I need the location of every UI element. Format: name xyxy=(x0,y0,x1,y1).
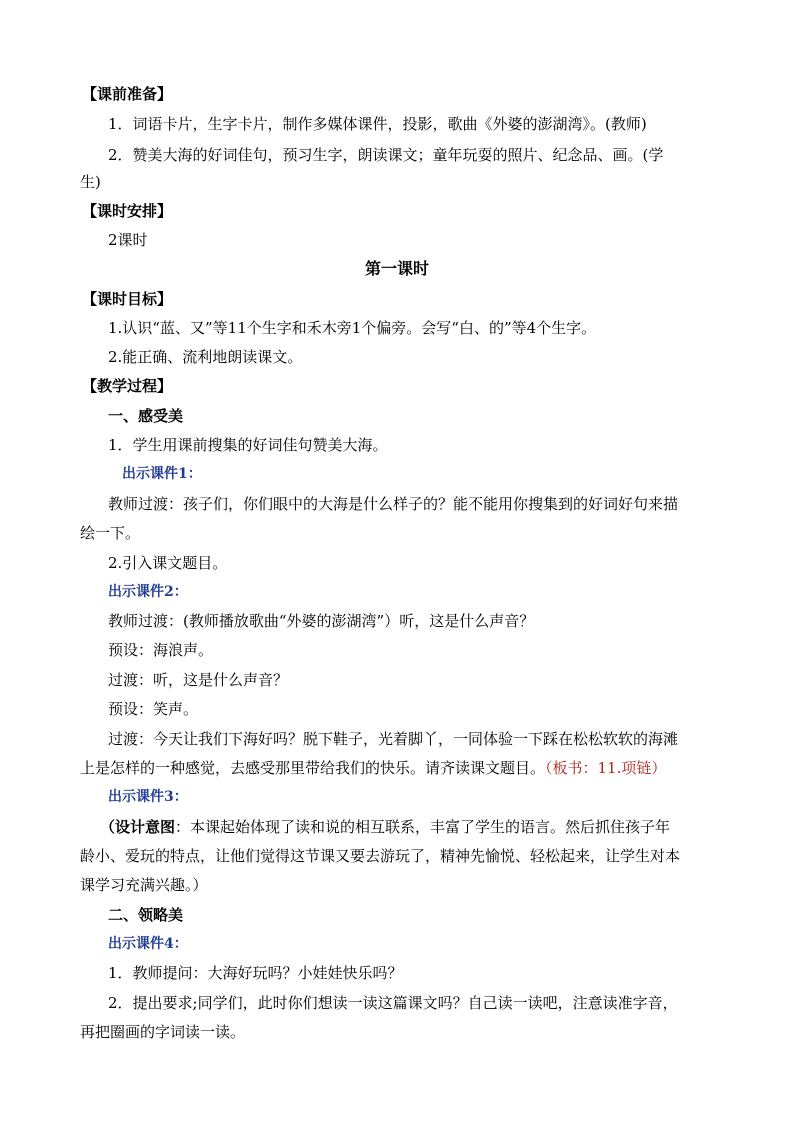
courseware-1-label: 出示课件1： xyxy=(122,466,202,482)
prep-item-1: 1．词语卡片，生字卡片，制作多媒体课件，投影，歌曲《外婆的澎湖湾》。(教师) xyxy=(108,115,647,133)
part-1-step-1: 1．学生用课前搜集的好词佳句赞美大海。 xyxy=(108,436,388,454)
transition-2: 教师过渡：(教师播放歌曲“外婆的澎湖湾”）听，这是什么声音？ xyxy=(108,612,535,630)
prep-item-2-line1: 2．赞美大海的好词佳句，预习生字，朗读课文；童年玩耍的照片、纪念品、画。(学 xyxy=(108,146,664,164)
transition-1-line1: 教师过渡：孩子们，你们眼中的大海是什么样子的？能不能用你搜集到的好词好句来描 xyxy=(108,495,679,513)
goals-heading: 【课时目标】 xyxy=(82,290,173,308)
design-intent-line3: 课学习充满兴趣。） xyxy=(80,876,208,894)
part-1-heading: 一、感受美 xyxy=(108,407,184,425)
transition-4-line2 xyxy=(80,758,720,778)
courseware-4-label: 出示课件4： xyxy=(108,936,188,952)
part-2-step-1: 1．教师提问：大海好玩吗？小娃娃快乐吗？ xyxy=(108,964,403,982)
courseware-2-label: 出示课件2： xyxy=(108,584,188,600)
preset-2: 预设：笑声。 xyxy=(108,700,199,718)
transition-4-line1: 过渡：今天让我们下海好吗？脱下鞋子，光着脚丫，一同体验一下踩在松松软软的海滩 xyxy=(108,730,679,748)
design-intent-label: （设计意图 xyxy=(100,818,176,836)
part-2-step-2-line1: 2．提出要求;同学们，此时你们想读一读这篇课文吗？自己读一读吧，注意读准字音， xyxy=(108,994,678,1012)
schedule-value: 2课时 xyxy=(108,231,148,249)
design-intent-text: ：本课起始体现了读和说的相互联系，丰富了学生的语言。然后抓住孩子年 xyxy=(175,818,671,836)
board-note: （板书：11.项链） xyxy=(545,759,667,777)
transition-1-line2: 绘一下。 xyxy=(80,524,141,542)
transition-3: 过渡：听，这是什么声音？ xyxy=(108,671,289,689)
part-1-step-2: 2.引入课文题目。 xyxy=(108,554,228,572)
goal-1: 1.认识“蓝、又”等11个生字和禾木旁1个偏旁。会写“白、的”等4个生字。 xyxy=(108,319,597,337)
goal-2: 2.能正确、流利地朗读课文。 xyxy=(108,348,303,366)
lesson-title: 第一课时 xyxy=(364,259,429,278)
process-heading: 【教学过程】 xyxy=(82,377,173,395)
part-2-heading: 二、领略美 xyxy=(108,906,184,924)
prep-heading: 【课前准备】 xyxy=(82,85,173,103)
transition-4-text: 上是怎样的一种感觉，去感受那里带给我们的快乐。请齐读课文题目。 xyxy=(80,759,546,777)
schedule-heading: 【课时安排】 xyxy=(82,202,173,220)
prep-item-2-line2: 生) xyxy=(80,173,101,191)
design-intent-line2: 龄小、爱玩的特点，让他们觉得这节课又要去游玩了，精神先愉悦、轻松起来，让学生对本 xyxy=(80,847,681,865)
courseware-3-label: 出示课件3： xyxy=(108,789,188,805)
part-2-step-2-line2: 再把圈画的字词读一读。 xyxy=(80,1023,246,1041)
design-intent-line1 xyxy=(100,817,740,837)
preset-1: 预设：海浪声。 xyxy=(108,641,214,659)
